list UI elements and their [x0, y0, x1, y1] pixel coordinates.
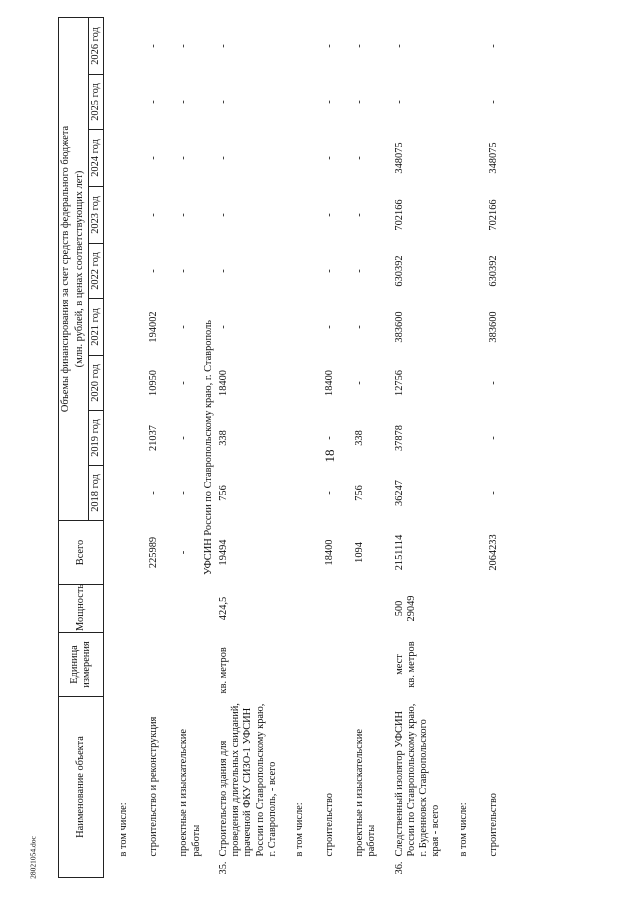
object-name: Строительство здания для проведения длительных свиданий, прачечной ФКУ СИЗО-1 УФСИН России по Ставропольскому краю, г. Ставрополь, - всего: [217, 703, 278, 857]
capacity-cell: [118, 584, 133, 632]
object-name: строительство и реконструкция: [148, 716, 160, 857]
row-number: [354, 860, 379, 878]
year-cell: [294, 410, 309, 465]
year-cell: 338: [354, 430, 366, 446]
unit-cell: кв. метров: [217, 647, 229, 694]
year-cell: [118, 243, 133, 298]
year-cell: [118, 298, 133, 355]
year-cell: -: [178, 436, 190, 440]
object-name: Следственный изолятор УФСИН России по Ставропольскому краю, г. Буденновск Ставропольского края - всего: [393, 703, 442, 857]
year-cell: -: [487, 44, 499, 48]
table-row: [294, 17, 309, 877]
year-cell: 21037: [148, 425, 160, 451]
table-row: [118, 17, 133, 877]
header-total: Всего: [59, 520, 104, 584]
year-cell: [294, 298, 309, 355]
row-number: [178, 860, 203, 878]
page-number: 18: [322, 449, 337, 463]
year-cell: -: [217, 100, 229, 104]
total-cell: -: [178, 550, 190, 555]
header-funding-title: Объемы финансирования за счет средств федерального бюджета: [59, 17, 74, 520]
year-cell: [458, 74, 473, 129]
year-cell: [458, 129, 473, 186]
year-cell: [294, 243, 309, 298]
object-name: в том числе:: [118, 802, 130, 857]
year-cell: [118, 74, 133, 129]
year-cell: -: [487, 436, 499, 440]
year-cell: -: [178, 213, 190, 217]
year-cell: [294, 74, 309, 129]
year-cell: 702166: [393, 199, 405, 231]
year-cell: [118, 186, 133, 243]
year-cell: -: [217, 156, 229, 160]
object-name: в том числе:: [457, 802, 469, 857]
year-cell: 37878: [393, 425, 405, 451]
table-body: [103, 17, 502, 877]
row-number: [324, 860, 339, 878]
year-cell: [458, 410, 473, 465]
year-cell: 338: [217, 430, 229, 446]
year-cell: -: [148, 491, 160, 495]
year-cell: -: [217, 213, 229, 217]
unit-cell: [294, 632, 309, 696]
year-cell: -: [148, 44, 160, 48]
unit-square-meters: кв. метров: [405, 641, 417, 688]
year-cell: -: [324, 491, 336, 495]
row-number: [488, 860, 503, 878]
year-cell: 630392: [487, 255, 499, 287]
capacity-square-meters: 29049: [405, 595, 417, 622]
table-row: [148, 17, 163, 877]
year-cell: 383600: [393, 311, 405, 343]
header-year: 2020 год: [88, 355, 103, 410]
year-cell: -: [178, 325, 190, 329]
header-year: 2022 год: [88, 243, 103, 298]
year-cell: -: [354, 156, 366, 160]
year-cell: [118, 355, 133, 410]
total-cell: [294, 520, 309, 584]
year-cell: -: [354, 213, 366, 217]
table-row: [394, 17, 443, 877]
year-cell: -: [217, 269, 229, 273]
year-cell: -: [148, 213, 160, 217]
row-number: [458, 860, 473, 878]
total-cell: 2151114: [393, 534, 405, 571]
header-year: 2021 год: [88, 298, 103, 355]
total-cell: 2064233: [487, 534, 499, 571]
funding-table: [58, 17, 503, 878]
rotated-page-content: [58, 18, 580, 878]
year-cell: 630392: [393, 255, 405, 287]
header-year: 2023 год: [88, 186, 103, 243]
year-cell: -: [487, 381, 499, 385]
unit-cell: [148, 632, 163, 696]
year-cell: [118, 410, 133, 465]
year-cell: -: [324, 436, 336, 440]
year-cell: 12756: [393, 370, 405, 396]
year-cell: -: [148, 100, 160, 104]
year-cell: -: [354, 44, 366, 48]
year-cell: -: [324, 213, 336, 217]
year-cell: 702166: [487, 199, 499, 231]
object-name: строительство: [487, 793, 499, 857]
unit-cell: [118, 632, 133, 696]
year-cell: [294, 465, 309, 520]
year-cell: -: [178, 269, 190, 273]
year-cell: [458, 186, 473, 243]
year-cell: 383600: [487, 311, 499, 343]
year-cell: [294, 355, 309, 410]
capacity-cell: [148, 584, 163, 632]
header-capacity: Мощность: [59, 584, 104, 632]
header-year: 2025 год: [88, 74, 103, 129]
year-cell: [294, 186, 309, 243]
row-number: 35.: [217, 861, 229, 875]
year-cell: [118, 129, 133, 186]
year-cell: -: [148, 269, 160, 273]
year-cell: -: [178, 381, 190, 385]
capacity-cell: 424,5: [217, 596, 229, 621]
header-funding-subtitle: (млн. рублей, в ценах соответствующих лет): [73, 17, 88, 520]
year-cell: -: [324, 156, 336, 160]
capacity-cell: [458, 584, 473, 632]
object-name: строительство: [324, 793, 336, 857]
total-cell: 1094: [354, 542, 366, 563]
year-cell: -: [324, 44, 336, 48]
year-cell: -: [354, 381, 366, 385]
year-cell: -: [324, 269, 336, 273]
table-row: [354, 17, 379, 877]
header-year: 2024 год: [88, 129, 103, 186]
year-cell: [118, 17, 133, 74]
document-code: 28021054.doc: [28, 836, 38, 879]
table-row: [178, 17, 203, 877]
year-cell: [458, 17, 473, 74]
unit-cell: [324, 632, 339, 696]
table-row: [218, 17, 279, 877]
header-object-name: Наименование объекта: [59, 696, 104, 877]
year-cell: -: [354, 100, 366, 104]
year-cell: 348075: [393, 142, 405, 174]
year-cell: -: [393, 100, 405, 104]
year-cell: [294, 129, 309, 186]
capacity-places: 500: [393, 600, 405, 617]
year-cell: 18400: [217, 370, 229, 396]
capacity-cell: [294, 584, 309, 632]
year-cell: [458, 355, 473, 410]
total-cell: 18400: [324, 539, 336, 566]
year-cell: 756: [217, 485, 229, 501]
year-cell: -: [324, 100, 336, 104]
year-cell: -: [354, 269, 366, 273]
total-cell: [458, 520, 473, 584]
unit-cell: [354, 632, 379, 696]
year-cell: 194002: [148, 311, 160, 343]
year-cell: -: [148, 156, 160, 160]
year-cell: 10950: [148, 370, 160, 396]
year-cell: 348075: [487, 142, 499, 174]
capacity-cell: [324, 584, 339, 632]
year-cell: [458, 465, 473, 520]
year-cell: -: [487, 491, 499, 495]
capacity-cell: [488, 584, 503, 632]
total-cell: 225989: [148, 536, 160, 569]
table-row: [324, 17, 339, 877]
table-row: [458, 17, 473, 877]
year-cell: -: [178, 100, 190, 104]
row-number: [118, 860, 133, 878]
row-number: 36.: [393, 861, 405, 875]
unit-cell: [458, 632, 473, 696]
unit-cell: [394, 632, 443, 696]
year-cell: -: [217, 325, 229, 329]
year-cell: -: [178, 156, 190, 160]
year-cell: -: [324, 325, 336, 329]
header-year: 2018 год: [88, 465, 103, 520]
capacity-cell: [394, 584, 443, 632]
capacity-cell: [354, 584, 379, 632]
section-heading: УФСИН России по Ставропольскому краю, г. Ставрополь: [202, 319, 214, 575]
unit-places: мест: [393, 654, 405, 675]
year-cell: [458, 243, 473, 298]
year-cell: -: [393, 44, 405, 48]
unit-cell: [488, 632, 503, 696]
year-cell: -: [178, 44, 190, 48]
table-row: [488, 17, 503, 877]
year-cell: -: [178, 491, 190, 495]
row-number: [294, 860, 309, 878]
total-cell: [118, 520, 133, 584]
object-name: проектные и изыскательские работы: [178, 729, 202, 857]
header-unit: Единица измерения: [59, 632, 104, 696]
year-cell: [458, 298, 473, 355]
year-cell: [118, 465, 133, 520]
year-cell: -: [354, 325, 366, 329]
capacity-cell: [178, 584, 203, 632]
year-cell: [294, 17, 309, 74]
object-name: проектные и изыскательские работы: [354, 729, 378, 857]
year-cell: -: [487, 100, 499, 104]
header-year: 2019 год: [88, 410, 103, 465]
unit-cell: [178, 632, 203, 696]
object-name: в том числе:: [294, 802, 306, 857]
header-year: 2026 год: [88, 17, 103, 74]
table-header: [59, 17, 104, 877]
year-cell: 18400: [324, 370, 336, 396]
year-cell: 756: [354, 485, 366, 501]
row-number: [148, 860, 163, 878]
total-cell: 19494: [217, 539, 229, 566]
year-cell: 36247: [393, 480, 405, 506]
year-cell: -: [217, 44, 229, 48]
